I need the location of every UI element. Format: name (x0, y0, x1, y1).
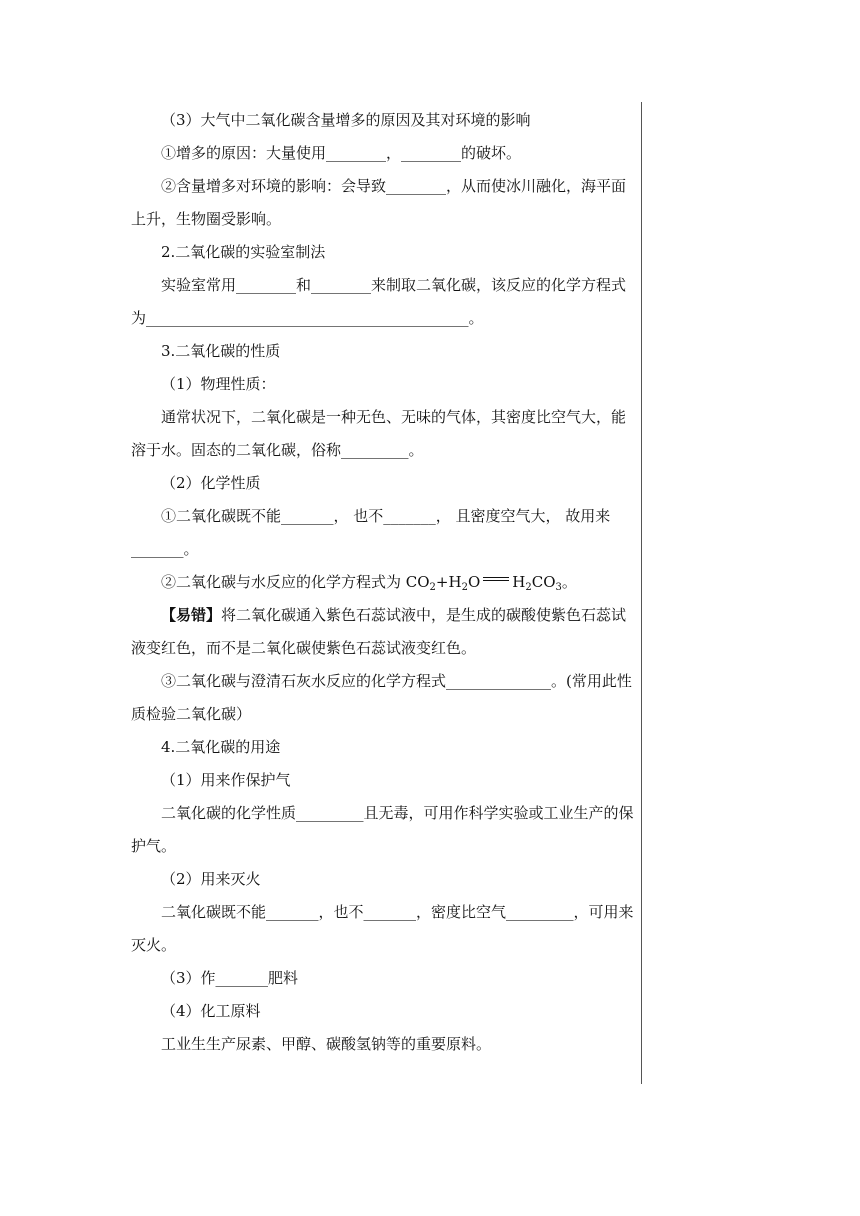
text-fragment: O (467, 573, 481, 591)
text-fragment: ②二氧化碳与水反应的化学方程式为 CO (161, 573, 430, 591)
text-line: （1）物理性质： (161, 375, 276, 393)
text-line: 二氧化碳既不能_______，也不_______，密度比空气_________，可用来 (161, 903, 634, 921)
text-line: （1）用来作保护气 (161, 771, 291, 789)
text-line: （2）用来灭火 (161, 870, 261, 888)
text-line: （2）化学性质 (161, 474, 261, 492)
section-heading: 4.二氧化碳的用途 (161, 738, 281, 756)
text-line: 灭火。 (131, 936, 177, 954)
text-line: 液变红色，而不是二氧化碳使紫色石蕊试液变红色。 (131, 639, 477, 657)
text-line: 质检验二氧化碳） (131, 705, 252, 723)
subscript: 2 (525, 582, 532, 593)
section-heading: 2.二氧化碳的实验室制法 (161, 243, 326, 261)
text-line: （3）作_______肥料 (161, 969, 299, 987)
text-line: 实验室常用________和________来制取二氧化碳，该反应的化学方程式 (161, 276, 627, 294)
equals-sign (481, 575, 511, 585)
subscript: 2 (429, 582, 436, 593)
text-line (131, 599, 634, 632)
text-fragment: CO (531, 573, 556, 591)
text-line: ①增多的原因：大量使用________，________的破坏。 (161, 144, 522, 162)
page-divider-line (641, 102, 642, 1084)
text-line: 工业生生产尿素、甲醇、碳酸氢钠等的重要原料。 (161, 1035, 492, 1053)
subscript: 2 (461, 582, 468, 593)
equation-line (131, 566, 634, 599)
text-line: 护气。 (131, 837, 177, 855)
text-fragment: H (512, 573, 526, 591)
text-line: ②含量增多对环境的影响：会导致________，从而使冰川融化，海平面 (161, 177, 627, 195)
warning-tag: 【易错】 (161, 606, 222, 624)
section-heading: 3.二氧化碳的性质 (161, 342, 281, 360)
document-body (131, 104, 634, 1061)
text-line: _______。 (131, 540, 199, 558)
text-line: （4）化工原料 (161, 1002, 261, 1020)
text-fragment: 。 (561, 573, 577, 591)
text-line: ①二氧化碳既不能_______， 也不_______， 且密度空气大， 故用来 (161, 507, 611, 525)
subscript: 3 (555, 582, 562, 593)
text-line: 为___________________________________________。 (131, 309, 484, 327)
text-line: 二氧化碳的化学性质_________且无毒，可用作科学实验或工业生产的保 (161, 804, 634, 822)
text-line: （3）大气中二氧化碳含量增多的原因及其对环境的影响 (161, 111, 531, 129)
text-line: 上升，生物圈受影响。 (131, 210, 282, 228)
text-line: ③二氧化碳与澄清石灰水反应的化学方程式______________。(常用此性 (161, 672, 632, 690)
text-fragment: 将二氧化碳通入紫色石蕊试液中，是生成的碳酸使紫色石蕊试 (221, 606, 627, 624)
text-line: 溶于水。固态的二氧化碳，俗称_________。 (131, 441, 424, 459)
text-line: 通常状况下，二氧化碳是一种无色、无味的气体，其密度比空气大，能 (161, 408, 627, 426)
text-fragment: +H (435, 573, 462, 591)
